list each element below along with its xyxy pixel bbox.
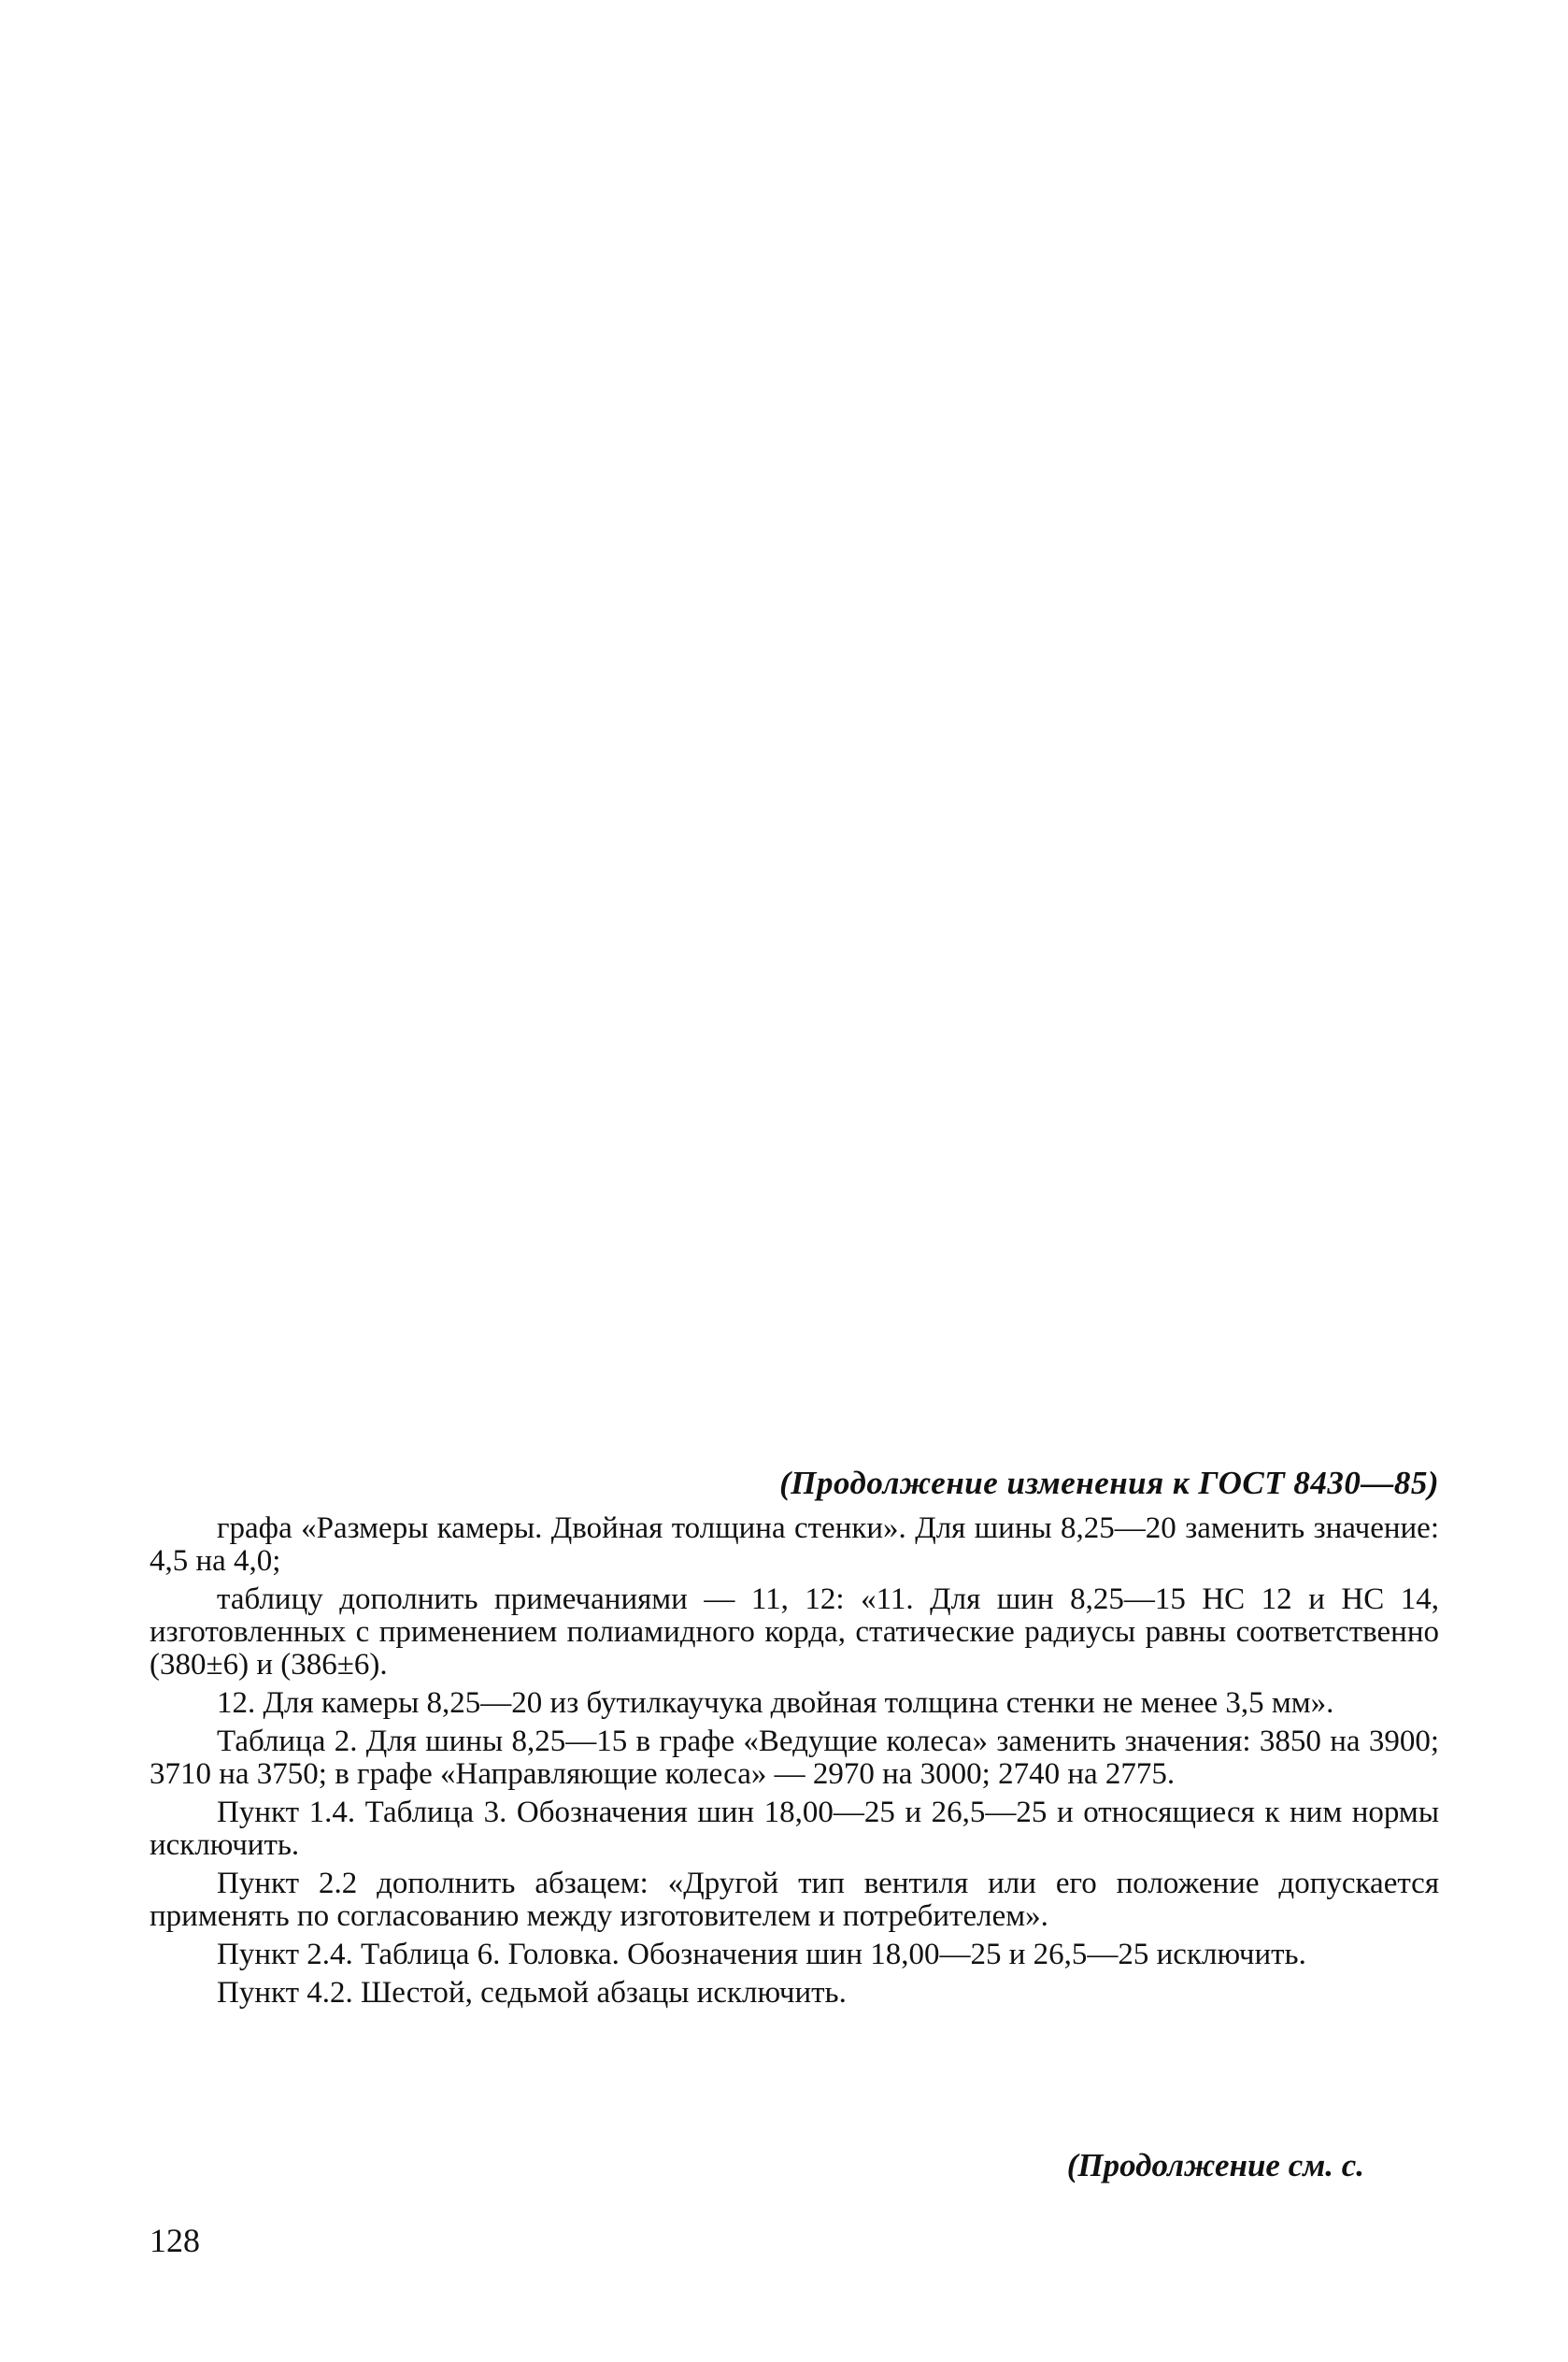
- paragraph-5: Пункт 1.4. Таблица 3. Обозначения шин 18,00—25 и 26,5—25 и относящиеся к ним нормы исключить.: [150, 1796, 1439, 1862]
- paragraph-8: Пункт 4.2. Шестой, седьмой абзацы исключить.: [217, 1976, 847, 2010]
- paragraph-3: 12. Для камеры 8,25—20 из бутилкаучука двойная толщина стенки не менее 3,5 мм».: [217, 1686, 1334, 1720]
- paragraph-1: графа «Размеры камеры. Двойная толщина стенки». Для шины 8,25—20 заменить значение: 4,5 на 4,0;: [150, 1511, 1439, 1578]
- paragraph-4: Таблица 2. Для шины 8,25—15 в графе «Ведущие колеса» заменить значения: 3850 на 3900; 3710 на 3750; в графе «Направляющие колеса» — 2970 на 3000; 2740 на 2775.: [150, 1725, 1439, 1791]
- page-number: 128: [150, 2222, 200, 2259]
- continuation-footer: (Продолжение см. с.: [1066, 2147, 1364, 2183]
- paragraph-2: таблицу дополнить примечаниями — 11, 12: «11. Для шин 8,25—15 НС 12 и НС 14, изготовленных с применением полиамидного корда, статические радиусы равны соответственно (380±6) и (386±6).: [150, 1582, 1439, 1682]
- continuation-header: (Продолжение изменения к ГОСТ 8430—85): [779, 1465, 1439, 1501]
- paragraph-6: Пункт 2.2 дополнить абзацем: «Другой тип вентиля или его положение допускается применять по согласованию между изготовителем и потребителем».: [150, 1867, 1439, 1933]
- body-text: [150, 1512, 1439, 2015]
- paragraph-7: Пункт 2.4. Таблица 6. Головка. Обозначения шин 18,00—25 и 26,5—25 исключить.: [217, 1938, 1306, 1971]
